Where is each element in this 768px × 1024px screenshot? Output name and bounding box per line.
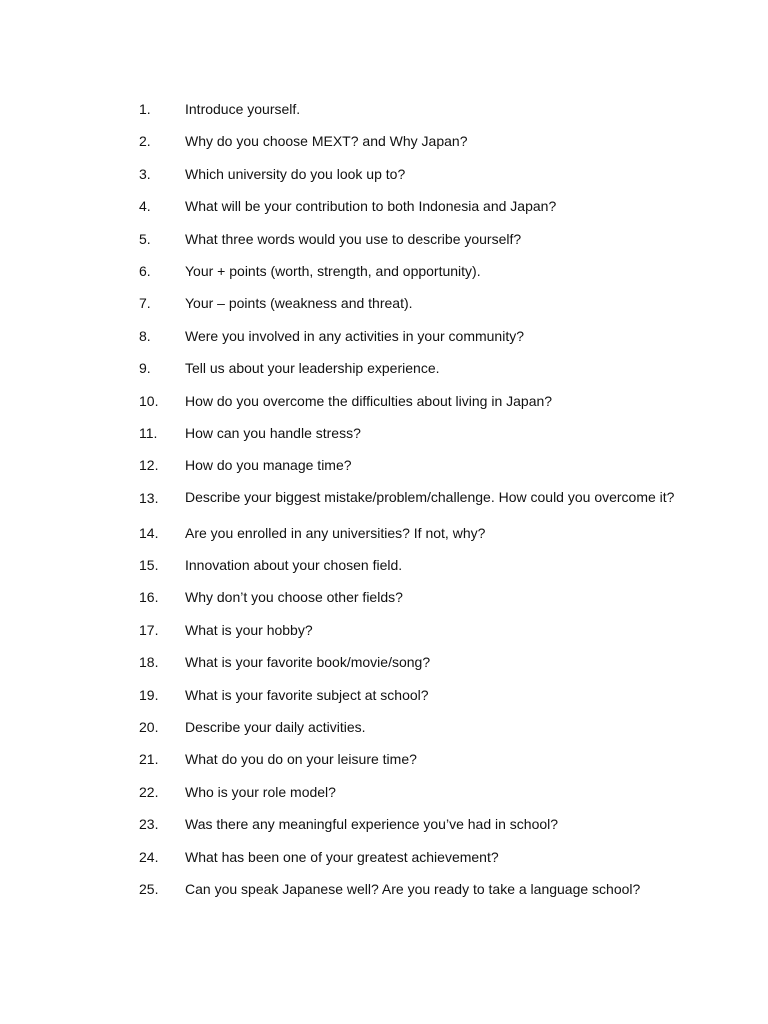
list-item: [0, 326, 768, 346]
item-number: 20.: [139, 719, 159, 736]
item-number: 15.: [139, 557, 159, 574]
list-item: [0, 847, 768, 867]
list-item: [0, 879, 768, 899]
list-item: [0, 423, 768, 443]
item-text: What is your favorite book/movie/song?: [185, 654, 431, 671]
item-number: 11.: [139, 424, 158, 441]
list-item: [0, 717, 768, 737]
list-item: [0, 555, 768, 575]
item-number: 24.: [139, 848, 159, 865]
item-number: 3.: [139, 165, 151, 182]
item-text: Innovation about your chosen field.: [185, 557, 403, 574]
item-number: 7.: [139, 295, 151, 312]
item-text: How do you manage time?: [185, 457, 352, 474]
list-item: [0, 523, 768, 543]
list-item: [0, 587, 768, 607]
item-text: Are you enrolled in any universities? If not, why?: [185, 524, 486, 541]
item-number: 13.: [139, 489, 159, 506]
item-number: 17.: [139, 621, 159, 638]
list-item: [0, 261, 768, 281]
item-number: 22.: [139, 783, 159, 800]
list-item: [0, 814, 768, 834]
item-text: Was there any meaningful experience you’ve had in school?: [185, 816, 559, 833]
item-text: Can you speak Japanese well? Are you ready to take a language school?: [185, 880, 641, 897]
item-text: Describe your biggest mistake/problem/challenge. How could you overcome it?: [185, 488, 675, 505]
item-number: 8.: [139, 327, 151, 344]
list-item: [0, 229, 768, 249]
item-text: How do you overcome the difficulties about living in Japan?: [185, 392, 553, 409]
list-item: [0, 293, 768, 313]
list-item: [0, 391, 768, 411]
item-number: 5.: [139, 230, 151, 247]
question-list: [0, 99, 768, 911]
item-text: Why do you choose MEXT? and Why Japan?: [185, 133, 468, 150]
list-item: [0, 488, 768, 508]
item-text: What has been one of your greatest achievement?: [185, 848, 499, 865]
item-text: What is your favorite subject at school?: [185, 686, 429, 703]
item-text: Your – points (weakness and threat).: [185, 295, 413, 312]
item-number: 9.: [139, 360, 151, 377]
item-number: 19.: [139, 686, 159, 703]
list-item: [0, 358, 768, 378]
item-text: Your + points (worth, strength, and opportunity).: [185, 262, 481, 279]
item-text: What is your hobby?: [185, 621, 313, 638]
item-text: Describe your daily activities.: [185, 719, 366, 736]
item-text: How can you handle stress?: [185, 424, 361, 441]
item-text: Introduce yourself.: [185, 101, 301, 117]
list-item: [0, 99, 768, 119]
item-text: What do you do on your leisure time?: [185, 751, 417, 768]
list-item: [0, 131, 768, 151]
list-item: [0, 196, 768, 216]
item-number: 23.: [139, 816, 159, 833]
item-text: What three words would you use to describe yourself?: [185, 230, 522, 247]
item-number: 4.: [139, 198, 151, 215]
item-number: 21.: [139, 751, 159, 768]
list-item: [0, 164, 768, 184]
item-number: 12.: [139, 457, 159, 474]
list-item: [0, 782, 768, 802]
item-text: What will be your contribution to both Indonesia and Japan?: [185, 198, 557, 215]
item-number: 16.: [139, 589, 159, 606]
list-item: [0, 455, 768, 475]
item-number: 10.: [139, 392, 159, 409]
list-item: [0, 652, 768, 672]
item-number: 2.: [139, 133, 151, 150]
item-number: 14.: [139, 524, 159, 541]
item-text: Tell us about your leadership experience.: [185, 360, 440, 377]
item-number: 6.: [139, 262, 151, 279]
item-number: 18.: [139, 654, 159, 671]
item-text: Who is your role model?: [185, 783, 336, 800]
item-text: Which university do you look up to?: [185, 165, 406, 182]
item-number: 1.: [139, 101, 151, 117]
item-number: 25.: [139, 880, 159, 897]
item-text: Were you involved in any activities in your community?: [185, 327, 525, 344]
list-item: [0, 749, 768, 769]
item-text: Why don’t you choose other fields?: [185, 589, 403, 606]
list-item: [0, 685, 768, 705]
list-item: [0, 620, 768, 640]
